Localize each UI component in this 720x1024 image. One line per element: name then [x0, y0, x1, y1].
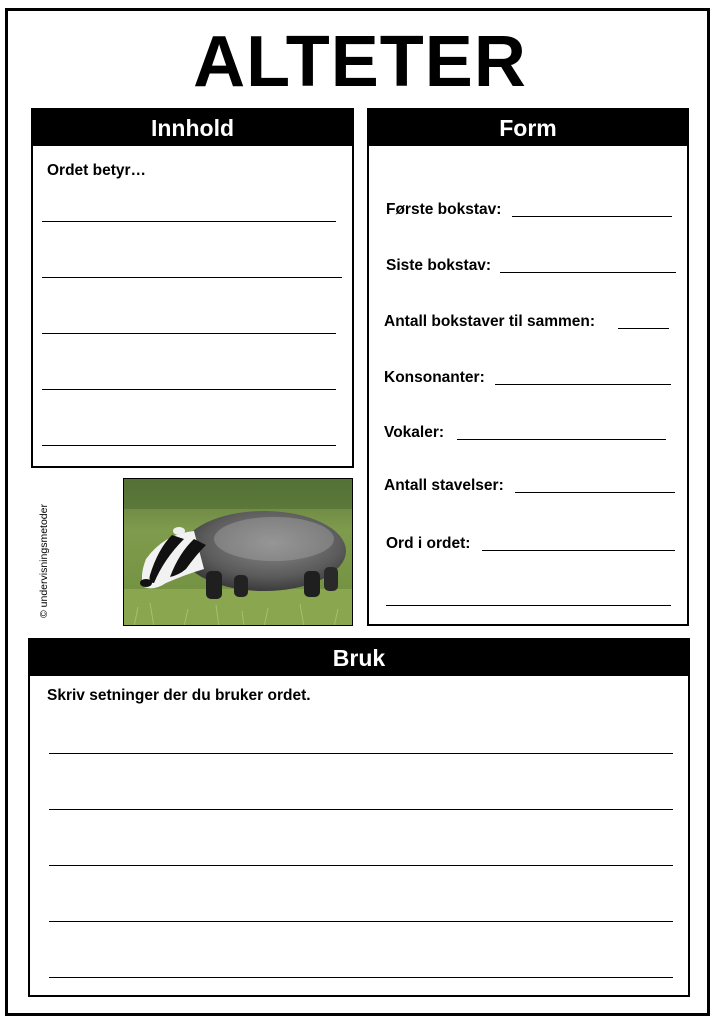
extra-write-line[interactable]: [386, 605, 671, 606]
field-konsonanter-line[interactable]: [495, 384, 671, 385]
write-line[interactable]: [49, 753, 673, 754]
write-line[interactable]: [49, 921, 673, 922]
innhold-prompt: Ordet betyr…: [47, 162, 147, 179]
field-vokaler-line[interactable]: [457, 439, 666, 440]
field-vokaler-label: Vokaler:: [384, 424, 445, 441]
badger-photo: [123, 478, 353, 626]
bruk-box: [28, 638, 690, 997]
field-siste-bokstav-line[interactable]: [500, 272, 676, 273]
field-antall-bokstaver-label: Antall bokstaver til sammen:: [384, 313, 596, 330]
write-line[interactable]: [42, 277, 342, 278]
write-line[interactable]: [49, 809, 673, 810]
form-header: Form: [369, 110, 687, 146]
bruk-header: Bruk: [30, 640, 688, 676]
copyright-text: © undervisningsmetoder: [38, 504, 50, 618]
field-ord-i-ordet-label: Ord i ordet:: [386, 535, 471, 552]
field-ord-i-ordet-line[interactable]: [482, 550, 675, 551]
field-forste-bokstav-label: Første bokstav:: [386, 201, 502, 218]
write-line[interactable]: [42, 221, 336, 222]
page-title: ALTETER: [193, 22, 527, 102]
field-antall-stavelser-line[interactable]: [515, 492, 675, 493]
form-box: [367, 108, 689, 626]
write-line[interactable]: [49, 977, 673, 978]
write-line[interactable]: [42, 333, 336, 334]
write-line[interactable]: [49, 865, 673, 866]
write-line[interactable]: [42, 389, 336, 390]
write-line[interactable]: [42, 445, 336, 446]
field-forste-bokstav-line[interactable]: [512, 216, 672, 217]
field-siste-bokstav-label: Siste bokstav:: [386, 257, 492, 274]
innhold-box: [31, 108, 354, 468]
field-antall-stavelser-label: Antall stavelser:: [384, 477, 504, 494]
field-antall-bokstaver-line[interactable]: [618, 328, 669, 329]
innhold-header: Innhold: [33, 110, 352, 146]
bruk-prompt: Skriv setninger der du bruker ordet.: [47, 687, 311, 704]
field-konsonanter-label: Konsonanter:: [384, 369, 485, 386]
